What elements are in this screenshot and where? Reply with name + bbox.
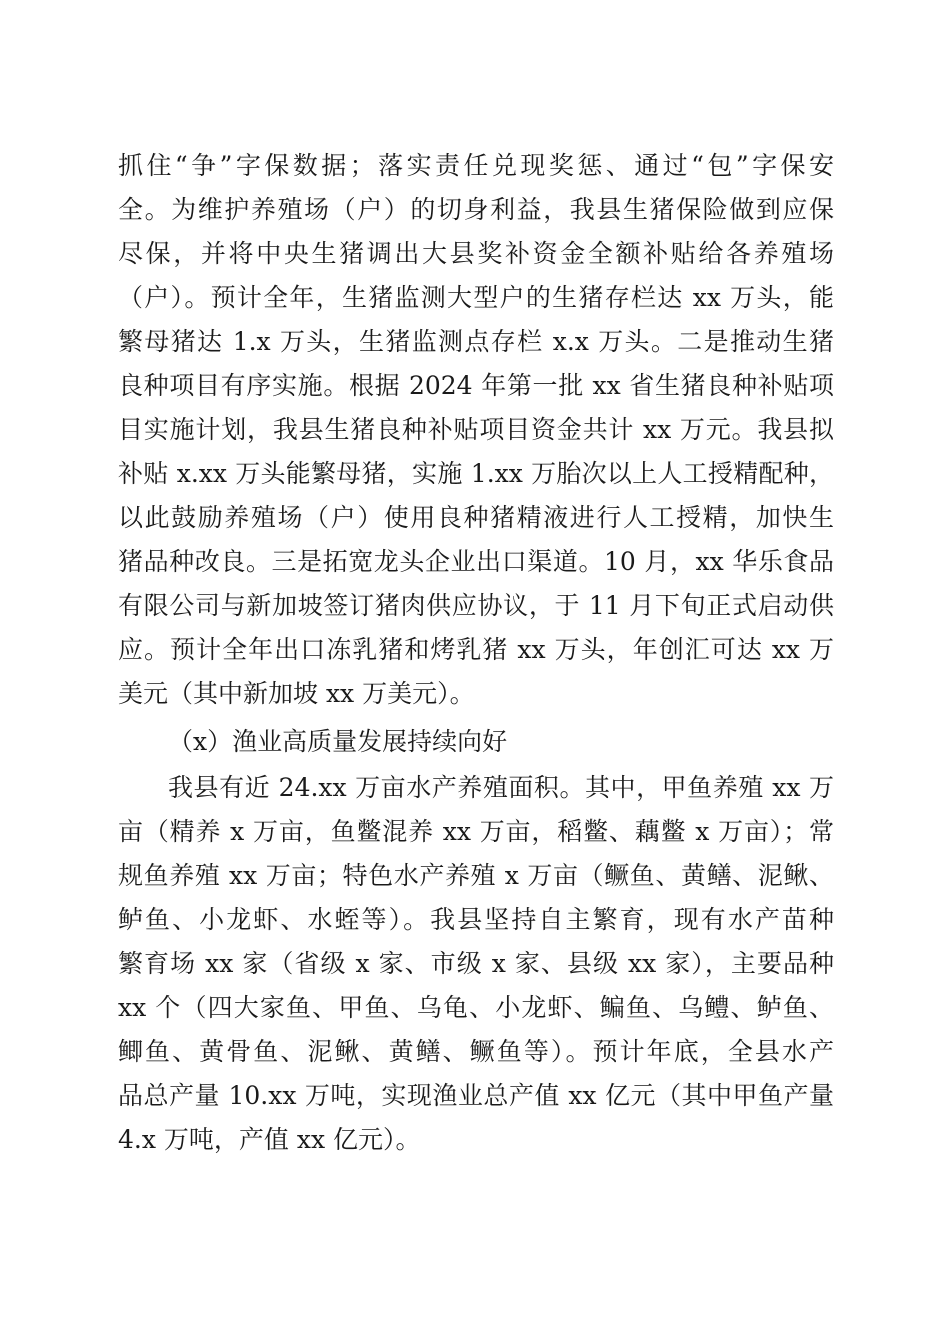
paragraph-2-line: 我县有近 24.xx 万亩水产养殖面积。其中，甲鱼养殖 xx 万	[168, 773, 834, 802]
paragraph-2-line: 4.x 万吨，产值 xx 亿元）。	[118, 1125, 421, 1154]
paragraph-1-line: 抓住“争”字保数据；落实责任兑现奖惩、通过“包”字保安	[118, 151, 834, 180]
paragraph-1-line: 以此鼓励养殖场（户）使用良种猪精液进行人工授精，加快生	[118, 503, 834, 532]
paragraph-2-line: 品总产量 10.xx 万吨，实现渔业总产值 xx 亿元（其中甲鱼产量	[118, 1081, 834, 1110]
paragraph-1-line: 全。为维护养殖场（户）的切身利益，我县生猪保险做到应保	[118, 195, 834, 224]
paragraph-2-line: 繁育场 xx 家（省级 x 家、市级 x 家、县级 xx 家），主要品种	[118, 949, 834, 978]
paragraph-1-line: 有限公司与新加坡签订猪肉供应协议，于 11 月下旬正式启动供	[118, 591, 834, 620]
paragraph-1-line: 猪品种改良。三是拓宽龙头企业出口渠道。10 月，xx 华乐食品	[118, 547, 834, 576]
paragraph-2-line: 鲈鱼、小龙虾、水蛭等）。我县坚持自主繁育，现有水产苗种	[118, 905, 834, 934]
paragraph-1-line: 良种项目有序实施。根据 2024 年第一批 xx 省生猪良种补贴项	[118, 371, 834, 400]
paragraph-1-line: 目实施计划，我县生猪良种补贴项目资金共计 xx 万元。我县拟	[118, 415, 834, 444]
paragraph-1-line: 繁母猪达 1.x 万头，生猪监测点存栏 x.x 万头。二是推动生猪	[118, 327, 834, 356]
paragraph-2-line: 规鱼养殖 xx 万亩；特色水产养殖 x 万亩（鳜鱼、黄鳝、泥鳅、	[118, 861, 834, 890]
paragraph-1-line: （户）。预计全年，生猪监测大型户的生猪存栏达 xx 万头，能	[118, 283, 834, 312]
paragraph-2-line: 亩（精养 x 万亩，鱼鳖混养 xx 万亩，稻鳖、藕鳖 x 万亩）；常	[118, 817, 834, 846]
paragraph-1-line: 补贴 x.xx 万头能繁母猪，实施 1.xx 万胎次以上人工授精配种，	[118, 459, 834, 488]
section-heading: （x）渔业高质量发展持续向好	[168, 727, 508, 756]
paragraph-1-line: 应。预计全年出口冻乳猪和烤乳猪 xx 万头，年创汇可达 xx 万	[118, 635, 834, 664]
paragraph-2-line: 鲫鱼、黄骨鱼、泥鳅、黄鳝、鳜鱼等）。预计年底，全县水产	[118, 1037, 834, 1066]
paragraph-1-line: 尽保，并将中央生猪调出大县奖补资金全额补贴给各养殖场	[118, 239, 834, 268]
paragraph-2-line: xx 个（四大家鱼、甲鱼、乌龟、小龙虾、鳊鱼、乌鳢、鲈鱼、	[118, 993, 834, 1022]
paragraph-1-line: 美元（其中新加坡 xx 万美元）。	[118, 679, 475, 708]
